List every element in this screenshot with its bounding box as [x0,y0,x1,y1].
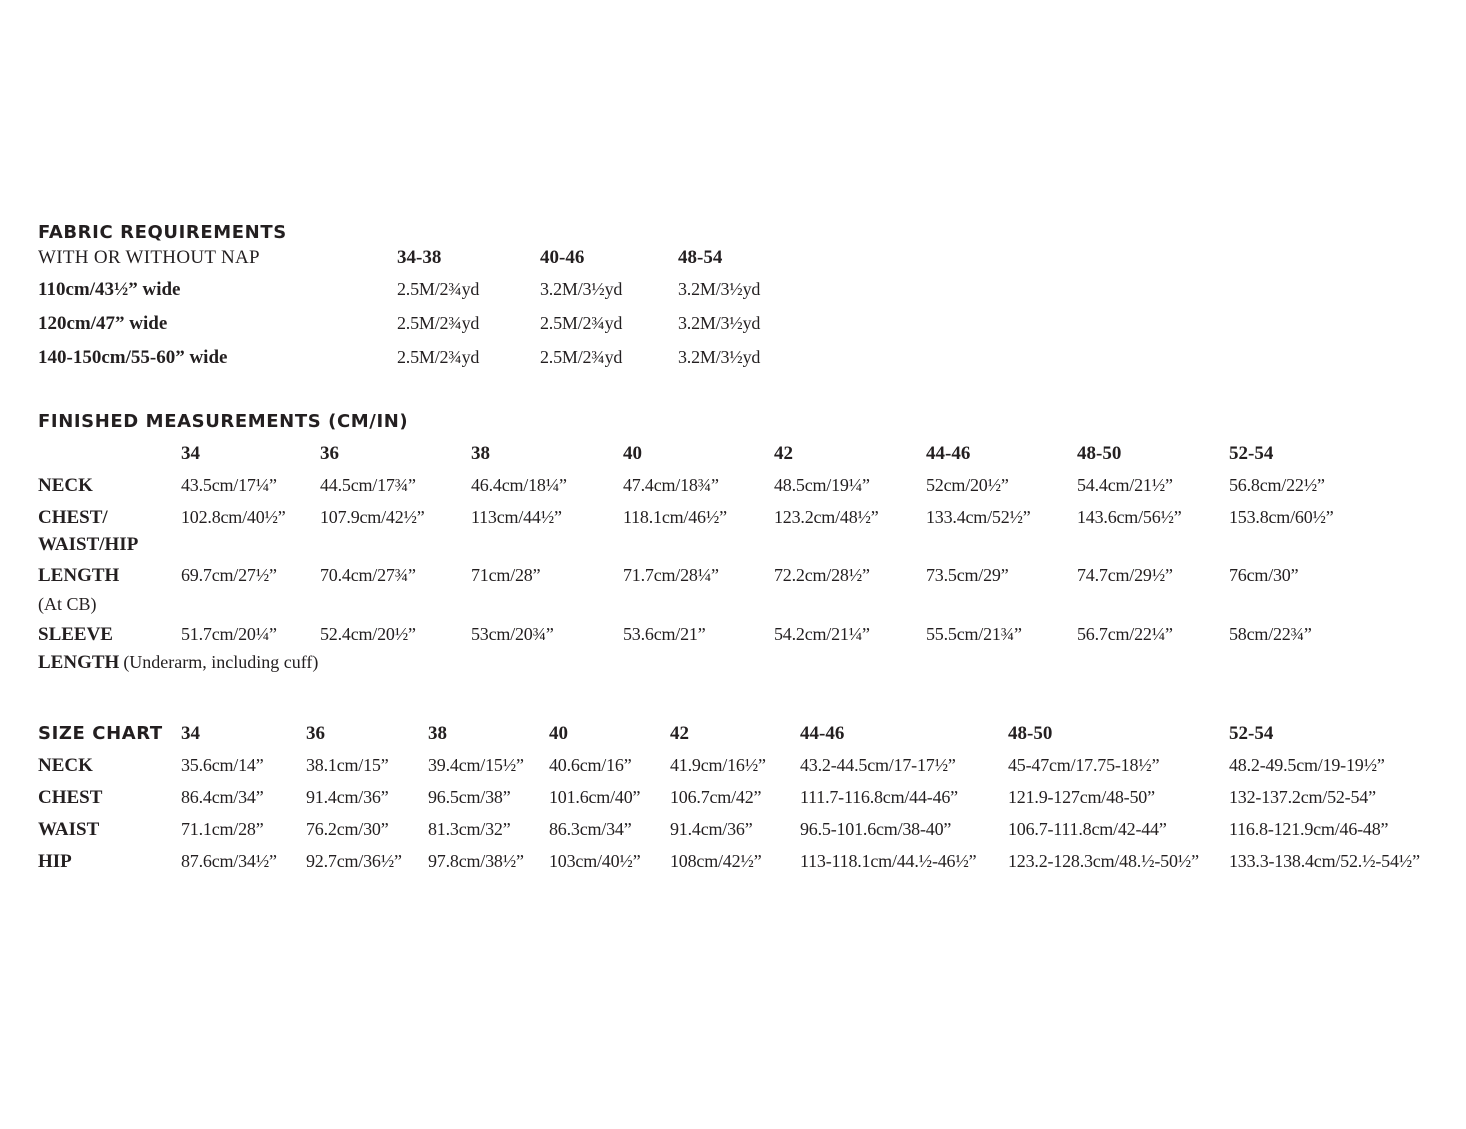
fabric-cell: 2.5M/2¾yd [397,279,480,299]
finished-cell: 143.6cm/56½” [1077,507,1182,527]
size-chart-title: SIZE CHART [38,723,163,744]
size-chart-cell: 38.1cm/15” [306,755,389,775]
finished-row-label-line2-group [38,652,318,674]
size-chart-cell: 97.8cm/38½” [428,851,524,871]
finished-cell: 56.7cm/22¼” [1077,624,1173,644]
finished-row-label: CHEST/ [38,507,108,528]
finished-cell: 69.7cm/27½” [181,565,277,585]
finished-cell: 123.2cm/48½” [774,507,879,527]
finished-row-label-line2: LENGTH [38,652,120,673]
finished-cell: 51.7cm/20¼” [181,624,277,644]
fabric-requirements-title: FABRIC REQUIREMENTS [38,222,287,243]
finished-row-note: (Underarm, including cuff) [123,652,319,672]
size-chart-cell: 91.4cm/36” [306,787,389,807]
size-chart-cell: 108cm/42½” [670,851,762,871]
fabric-cell: 2.5M/2¾yd [397,347,480,367]
fabric-cell: 3.2M/3½yd [678,313,761,333]
size-chart-cell: 106.7cm/42” [670,787,762,807]
fabric-size-header: 34-38 [397,247,442,268]
finished-measurements-title: FINISHED MEASUREMENTS (CM/IN) [38,411,409,432]
size-chart-header: 42 [670,723,689,744]
size-chart-cell: 92.7cm/36½” [306,851,402,871]
finished-size-header: 36 [320,443,339,464]
finished-cell: 47.4cm/18¾” [623,475,719,495]
finished-row-note: (At CB) [38,594,97,614]
size-chart-cell: 132-137.2cm/52-54” [1229,787,1376,807]
size-chart-header: 38 [428,723,447,744]
finished-cell: 70.4cm/27¾” [320,565,416,585]
finished-row-label: NECK [38,475,93,496]
size-chart-cell: 41.9cm/16½” [670,755,766,775]
finished-row-label: SLEEVE [38,624,113,645]
size-chart-header: 44-46 [800,723,845,744]
finished-cell: 102.8cm/40½” [181,507,286,527]
size-chart-header: 48-50 [1008,723,1053,744]
fabric-row-label: 110cm/43½” wide [38,279,181,300]
finished-cell: 71.7cm/28¼” [623,565,719,585]
size-chart-cell: 39.4cm/15½” [428,755,524,775]
size-chart-cell: 96.5cm/38” [428,787,511,807]
fabric-cell: 2.5M/2¾yd [540,347,623,367]
finished-cell: 52.4cm/20½” [320,624,416,644]
size-chart-cell: 86.4cm/34” [181,787,264,807]
size-chart-cell: 87.6cm/34½” [181,851,277,871]
size-chart-row-label: NECK [38,755,93,776]
size-chart-header: 36 [306,723,325,744]
finished-cell: 56.8cm/22½” [1229,475,1325,495]
size-chart-cell: 40.6cm/16” [549,755,632,775]
finished-cell: 133.4cm/52½” [926,507,1031,527]
size-chart-cell: 48.2-49.5cm/19-19½” [1229,755,1385,775]
size-chart-cell: 103cm/40½” [549,851,641,871]
finished-cell: 72.2cm/28½” [774,565,870,585]
size-chart-cell: 91.4cm/36” [670,819,753,839]
size-chart-cell: 35.6cm/14” [181,755,264,775]
finished-cell: 46.4cm/18¼” [471,475,567,495]
finished-cell: 58cm/22¾” [1229,624,1312,644]
finished-cell: 52cm/20½” [926,475,1009,495]
finished-size-header: 40 [623,443,642,464]
fabric-cell: 3.2M/3½yd [540,279,623,299]
size-chart-cell: 116.8-121.9cm/46-48” [1229,819,1389,839]
size-chart-row-label: WAIST [38,819,100,840]
finished-cell: 53cm/20¾” [471,624,554,644]
finished-size-header: 52-54 [1229,443,1274,464]
size-chart-cell: 76.2cm/30” [306,819,389,839]
fabric-cell: 2.5M/2¾yd [540,313,623,333]
finished-cell: 53.6cm/21” [623,624,706,644]
size-chart-cell: 101.6cm/40” [549,787,641,807]
fabric-row-label: 120cm/47” wide [38,313,168,334]
size-chart-cell: 45-47cm/17.75-18½” [1008,755,1160,775]
finished-cell: 71cm/28” [471,565,541,585]
fabric-cell: 3.2M/3½yd [678,279,761,299]
size-chart-cell: 106.7-111.8cm/42-44” [1008,819,1167,839]
finished-cell: 54.4cm/21½” [1077,475,1173,495]
finished-cell: 44.5cm/17¾” [320,475,416,495]
size-chart-cell: 81.3cm/32” [428,819,511,839]
size-chart-cell: 43.2-44.5cm/17-17½” [800,755,956,775]
size-chart-row-label: CHEST [38,787,103,808]
finished-cell: 113cm/44½” [471,507,562,527]
finished-cell: 153.8cm/60½” [1229,507,1334,527]
finished-cell: 43.5cm/17¼” [181,475,277,495]
size-chart-cell: 86.3cm/34” [549,819,632,839]
finished-row-label-line2: WAIST/HIP [38,534,139,555]
fabric-size-header: 48-54 [678,247,723,268]
size-chart-cell: 96.5-101.6cm/38-40” [800,819,952,839]
finished-cell: 73.5cm/29” [926,565,1009,585]
size-chart-cell: 71.1cm/28” [181,819,264,839]
size-chart-cell: 133.3-138.4cm/52.½-54½” [1229,851,1420,871]
size-chart-header: 52-54 [1229,723,1274,744]
size-chart-header: 34 [181,723,200,744]
finished-size-header: 34 [181,443,200,464]
finished-cell: 76cm/30” [1229,565,1299,585]
finished-cell: 107.9cm/42½” [320,507,425,527]
fabric-nap-subtitle: WITH OR WITHOUT NAP [38,247,260,268]
size-chart-cell: 123.2-128.3cm/48.½-50½” [1008,851,1199,871]
finished-cell: 118.1cm/46½” [623,507,727,527]
fabric-cell: 2.5M/2¾yd [397,313,480,333]
size-chart-row-label: HIP [38,851,72,872]
fabric-cell: 3.2M/3½yd [678,347,761,367]
finished-size-header: 42 [774,443,793,464]
size-chart-cell: 113-118.1cm/44.½-46½” [800,851,977,871]
size-chart-cell: 121.9-127cm/48-50” [1008,787,1155,807]
finished-cell: 54.2cm/21¼” [774,624,870,644]
size-chart-header: 40 [549,723,568,744]
finished-cell: 48.5cm/19¼” [774,475,870,495]
fabric-size-header: 40-46 [540,247,585,268]
size-chart-cell: 111.7-116.8cm/44-46” [800,787,958,807]
fabric-row-label: 140-150cm/55-60” wide [38,347,228,368]
finished-row-label: LENGTH [38,565,120,586]
finished-size-header: 48-50 [1077,443,1122,464]
finished-size-header: 38 [471,443,490,464]
finished-size-header: 44-46 [926,443,971,464]
finished-cell: 55.5cm/21¾” [926,624,1022,644]
finished-cell: 74.7cm/29½” [1077,565,1173,585]
